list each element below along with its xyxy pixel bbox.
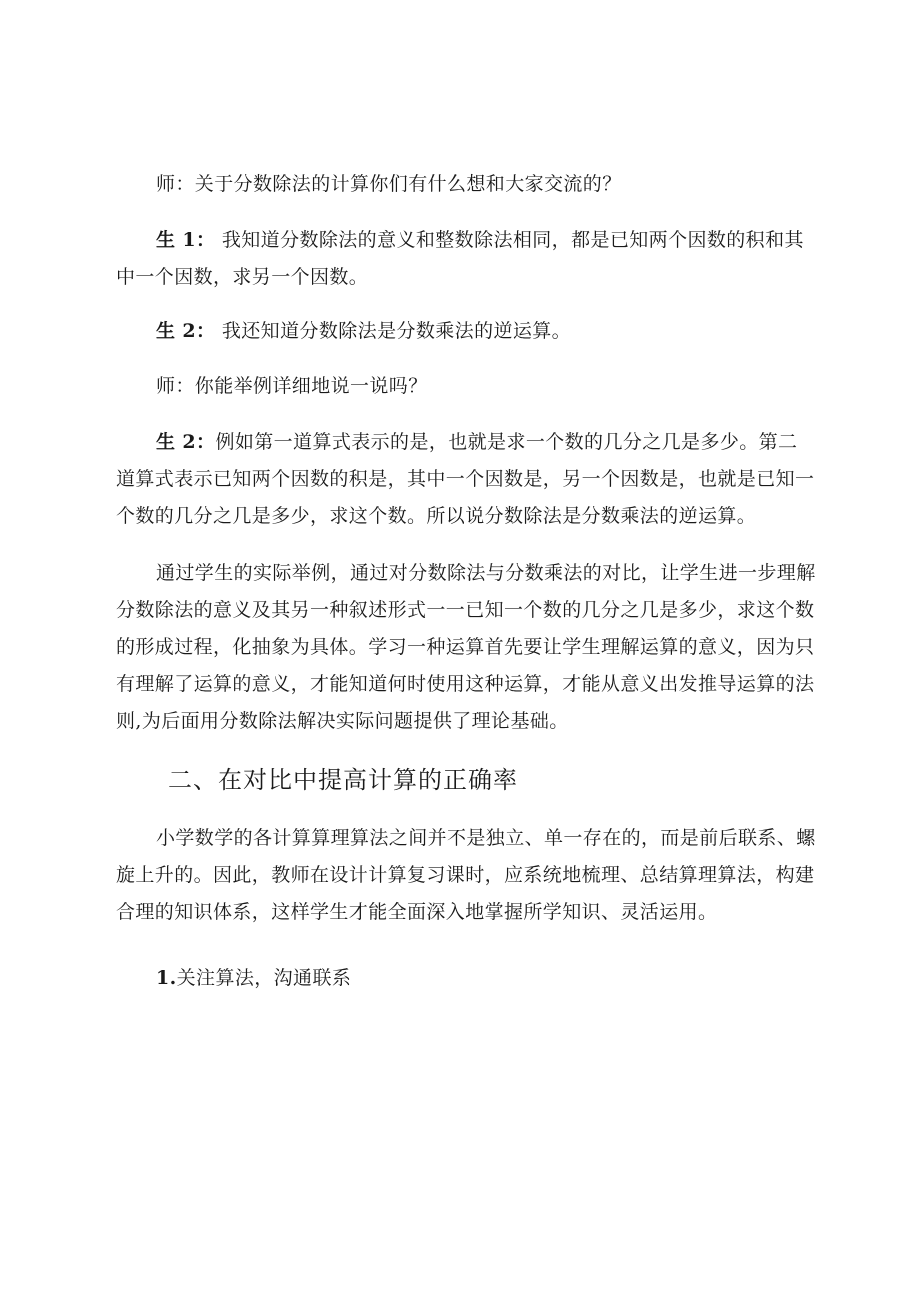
- speaker-label: 生 2：: [156, 320, 216, 342]
- paragraph-text: 通过学生的实际举例，通过对分数除法与分数乘法的对比，让学生进一步理解分数除法的意义及其另一种叙述形式一一已知一个数的几分之几是多少，求这个数的形成过程，化抽象为具体。学习一种运算首先要让学生理解运算的意义，因为只有理解了运算的意义，才能知道何时使用这种运算，才能从意义出发推导运算的法则,为后面用分数除法解决实际问题提供了理论基础。: [116, 562, 816, 732]
- list-number: 1.: [156, 967, 177, 989]
- paragraph-section-intro: [116, 820, 816, 931]
- subheading-item-1: [116, 960, 816, 997]
- paragraph-student2-example: [116, 424, 816, 535]
- paragraph-text: 关注算法，沟通联系: [176, 967, 352, 989]
- paragraph-teacher-followup: [116, 368, 816, 405]
- speaker-label: 生 2：: [156, 431, 216, 453]
- paragraph-student2-answer: [116, 313, 816, 350]
- paragraph-text: 我知道分数除法的意义和整数除法相同，都是已知两个因数的积和其中一个因数，求另一个因数。: [116, 229, 804, 288]
- paragraph-teacher-question: [116, 166, 816, 203]
- paragraph-text: 我还知道分数除法是分数乘法的逆运算。: [215, 320, 572, 342]
- speaker-label: 生 1：: [156, 229, 216, 251]
- paragraph-text: 师：关于分数除法的计算你们有什么想和大家交流的？: [156, 173, 622, 195]
- section-heading: 二、在对比中提高计算的正确率: [168, 766, 518, 794]
- paragraph-text: 小学数学的各计算算理算法之间并不是独立、单一存在的，而是前后联系、螺旋上升的。因此，教师在设计计算复习课时，应系统地梳理、总结算理算法，构建合理的知识体系，这样学生才能全面深入地掌握所学知识、灵活运用。: [116, 827, 816, 923]
- paragraph-analysis: [116, 555, 816, 740]
- paragraph-text: 例如第一道算式表示的是，也就是求一个数的几分之几是多少。第二道算式表示已知两个因数的积是，其中一个因数是，另一个因数是，也就是已知一个数的几分之几是多少，求这个数。所以说分数除法是分数乘法的逆运算。: [116, 431, 815, 527]
- paragraph-student1-answer: [116, 222, 816, 296]
- paragraph-text: 师：你能举例详细地说一说吗？: [156, 375, 428, 397]
